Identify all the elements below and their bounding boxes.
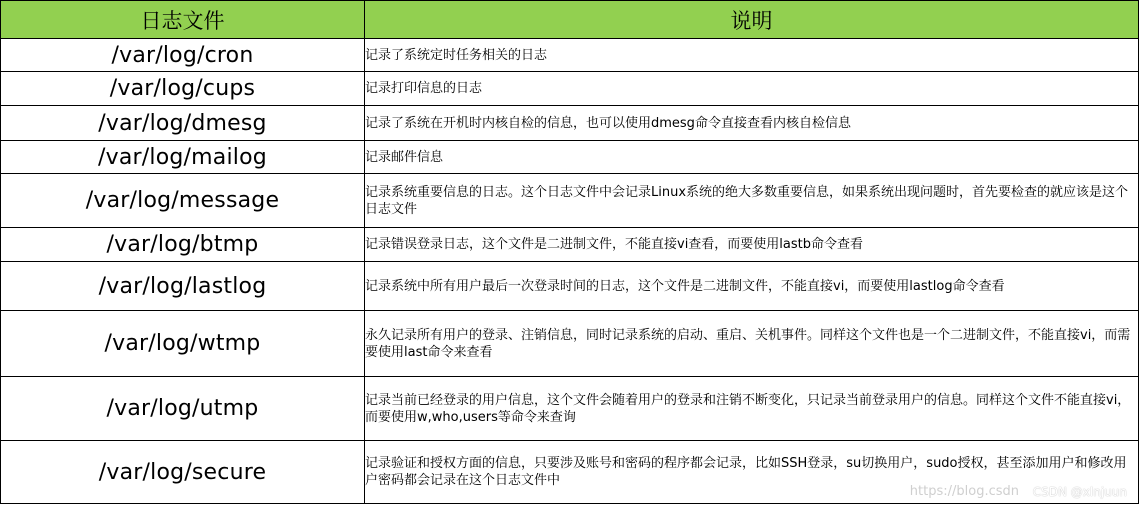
table-row xyxy=(1,72,1139,106)
log-file-description: 记录了系统在开机时内核自检的信息，也可以使用dmesg命令直接查看内核自检信息 xyxy=(365,106,1139,141)
log-file-description: 记录错误登录日志，这个文件是二进制文件，不能直接vi查看，而要使用lastb命令查看 xyxy=(365,228,1139,262)
log-file-description: 记录验证和授权方面的信息，只要涉及账号和密码的程序都会记录，比如SSH登录，su切换用户，sudo授权，甚至添加用户和修改用户密码都会记录在这个日志文件中 xyxy=(365,441,1139,504)
table-row xyxy=(1,228,1139,262)
header-description: 说明 xyxy=(365,1,1139,39)
table-row xyxy=(1,262,1139,311)
log-file-path: /var/log/wtmp xyxy=(1,311,365,377)
table-row xyxy=(1,311,1139,377)
log-file-path: /var/log/btmp xyxy=(1,228,365,262)
header-row xyxy=(1,1,1139,39)
table-row xyxy=(1,174,1139,228)
log-file-path: /var/log/secure xyxy=(1,441,365,504)
log-file-path: /var/log/message xyxy=(1,174,365,228)
table-row xyxy=(1,141,1139,174)
log-file-description: 永久记录所有用户的登录、注销信息，同时记录系统的启动、重启、关机事件。同样这个文件也是一个二进制文件，不能直接vi，而需要使用last命令来查看 xyxy=(365,311,1139,377)
log-file-path: /var/log/dmesg xyxy=(1,106,365,141)
log-file-description: 记录了系统定时任务相关的日志 xyxy=(365,39,1139,72)
log-file-description: 记录系统重要信息的日志。这个日志文件中会记录Linux系统的绝大多数重要信息，如果系统出现问题时，首先要检查的就应该是这个日志文件 xyxy=(365,174,1139,228)
header-log-file: 日志文件 xyxy=(1,1,365,39)
log-file-description: 记录打印信息的日志 xyxy=(365,72,1139,106)
log-file-path: /var/log/utmp xyxy=(1,377,365,441)
log-file-path: /var/log/cups xyxy=(1,72,365,106)
table-row xyxy=(1,106,1139,141)
log-file-path: /var/log/lastlog xyxy=(1,262,365,311)
log-file-path: /var/log/mailog xyxy=(1,141,365,174)
table-row xyxy=(1,39,1139,72)
log-file-description: 记录邮件信息 xyxy=(365,141,1139,174)
log-file-description: 记录系统中所有用户最后一次登录时间的日志，这个文件是二进制文件，不能直接vi，而要使用lastlog命令查看 xyxy=(365,262,1139,311)
log-file-description: 记录当前已经登录的用户信息，这个文件会随着用户的登录和注销不断变化，只记录当前登录用户的信息。同样这个文件不能直接vi，而要使用w,who,users等命令来查询 xyxy=(365,377,1139,441)
log-file-path: /var/log/cron xyxy=(1,39,365,72)
csdn-watermark: CSDN @xlnjuun xyxy=(1032,485,1127,499)
faint-url-watermark: https://blog.csdn xyxy=(909,484,1019,499)
table-row xyxy=(1,377,1139,441)
